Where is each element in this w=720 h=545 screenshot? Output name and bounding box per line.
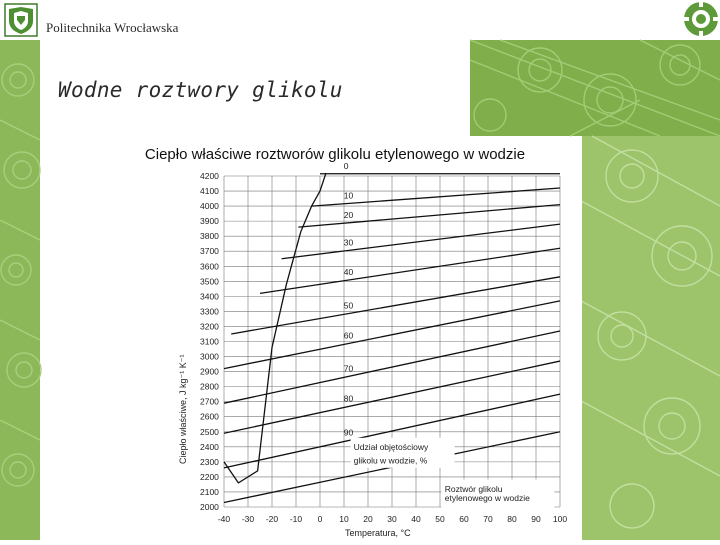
- x-tick-label: -20: [265, 514, 279, 524]
- y-tick-label: 3300: [200, 306, 219, 317]
- chart-title: Ciepło właściwe roztworów glikolu etylenowego w wodzie: [144, 146, 526, 163]
- y-tick-label: 2900: [200, 366, 219, 377]
- university-crest-icon: [4, 3, 38, 37]
- y-tick-label: 4100: [200, 186, 219, 197]
- x-tick-label: 50: [435, 514, 445, 524]
- university-name: Politechnika Wrocławska: [46, 20, 179, 35]
- y-tick-label: 3100: [200, 336, 219, 347]
- decorative-right-strip: [572, 136, 720, 540]
- specific-heat-chart: [170, 160, 580, 540]
- y-tick-label: 2300: [200, 456, 219, 467]
- x-tick-label: 60: [459, 514, 469, 524]
- series-label-0: 0: [343, 160, 349, 171]
- series-label-20: 20: [343, 209, 354, 220]
- x-tick-label: 100: [552, 514, 568, 524]
- legend-note: Roztwór glikolu: [444, 483, 503, 494]
- x-axis-title: Temperatura, °C: [345, 528, 411, 538]
- series-label-70: 70: [343, 363, 354, 374]
- y-tick-label: 3200: [200, 321, 219, 332]
- x-tick-label: 20: [363, 514, 373, 524]
- y-tick-label: 2800: [200, 381, 219, 392]
- legend-note: etylenowego w wodzie: [444, 492, 530, 503]
- slide-title: Wodne roztwory glikolu: [58, 78, 343, 102]
- y-tick-label: 3000: [200, 351, 219, 362]
- y-tick-label: 2700: [200, 396, 219, 407]
- y-axis-title: Ciepło właściwe, J kg⁻¹ K⁻¹: [178, 354, 188, 464]
- y-tick-label: 3600: [200, 261, 219, 272]
- decorative-left-strip: [0, 40, 40, 540]
- x-tick-label: -40: [217, 514, 231, 524]
- x-tick-label: 0: [317, 514, 323, 524]
- y-tick-label: 2100: [200, 486, 219, 497]
- y-tick-label: 3500: [200, 276, 219, 287]
- y-tick-label: 4200: [200, 171, 219, 181]
- x-tick-label: 80: [507, 514, 517, 524]
- x-tick-label: 30: [387, 514, 397, 524]
- x-tick-label: -10: [289, 514, 303, 524]
- x-tick-label: 90: [531, 514, 541, 524]
- x-tick-label: 40: [411, 514, 421, 524]
- x-tick-label: 10: [339, 514, 349, 524]
- annotation-note: glikolu w wodzie, %: [353, 455, 428, 466]
- gear-icon: [682, 0, 720, 38]
- y-tick-label: 3900: [200, 216, 219, 227]
- y-tick-label: 3800: [200, 231, 219, 242]
- y-tick-label: 2500: [200, 426, 219, 437]
- series-label-30: 30: [343, 237, 354, 248]
- series-label-80: 80: [343, 393, 354, 404]
- y-tick-label: 2600: [200, 411, 219, 422]
- y-tick-label: 2400: [200, 441, 219, 452]
- series-label-90: 90: [343, 427, 354, 438]
- y-tick-label: 2200: [200, 471, 219, 482]
- x-tick-label: -30: [241, 514, 255, 524]
- y-tick-label: 4000: [200, 201, 219, 212]
- x-tick-label: 70: [483, 514, 493, 524]
- series-label-50: 50: [343, 300, 354, 311]
- series-label-60: 60: [343, 330, 354, 341]
- y-tick-label: 3400: [200, 291, 219, 302]
- series-label-10: 10: [343, 190, 354, 201]
- header-bar: [0, 0, 720, 40]
- annotation-note: Udział objętościowy: [353, 441, 429, 452]
- series-label-40: 40: [343, 266, 354, 277]
- y-tick-label: 2000: [200, 502, 219, 512]
- y-tick-label: 3700: [200, 246, 219, 257]
